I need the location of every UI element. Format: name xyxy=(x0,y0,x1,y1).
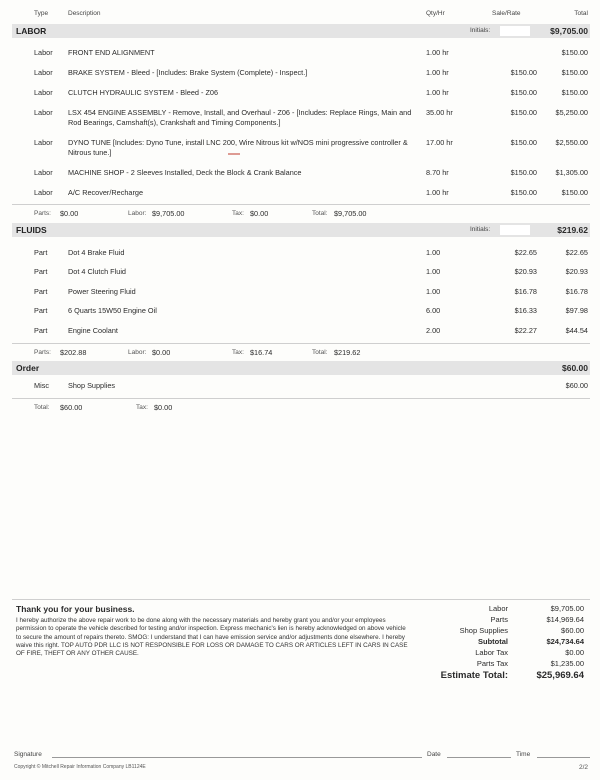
row-rate: $150.00 xyxy=(510,88,537,97)
order-title: Order xyxy=(16,363,40,373)
row-description: Engine Coolant xyxy=(68,326,118,335)
row-rate: $150.00 xyxy=(510,188,537,197)
row-type: Labor xyxy=(34,188,53,197)
totals-label: Estimate Total: xyxy=(440,670,508,681)
time-label: Time xyxy=(516,751,531,758)
row-qty: 1.00 xyxy=(426,267,441,276)
fluids-initials-label: Initials: xyxy=(470,226,491,233)
row-type: Part xyxy=(34,248,48,257)
row-description: LSX 454 ENGINE ASSEMBLY - Remove, Install, and Overhaul - Z06 - [Includes: Replace Rings, Main and Rod Bearings, Camshaft(s), Crankshaft and Timing Components.] xyxy=(68,108,412,127)
totals-row xyxy=(420,648,584,659)
totals-value: $24,734.64 xyxy=(546,637,584,646)
divider xyxy=(12,343,590,344)
row-rate: $16.78 xyxy=(514,287,537,296)
row-rate: $150.00 xyxy=(510,108,537,117)
header-type: Type xyxy=(34,10,49,17)
estimate-total: $25,969.64 xyxy=(536,670,584,681)
row-total: $2,550.00 xyxy=(555,138,588,147)
fluids-section-header xyxy=(12,223,590,237)
handwritten-mark xyxy=(227,152,241,156)
row-description: CLUTCH HYDRAULIC SYSTEM - Bleed - Z06 xyxy=(68,88,219,97)
totals-label: Parts xyxy=(490,615,508,624)
row-qty: 35.00 hr xyxy=(426,108,453,117)
summary-labor: $9,705.00 xyxy=(152,209,185,218)
row-qty: 17.00 hr xyxy=(426,138,453,147)
copyright: Copyright © Mitchell Repair Information Company LB1124E xyxy=(14,764,146,770)
totals-row xyxy=(420,615,584,626)
row-total: $150.00 xyxy=(561,188,588,197)
summary-total: $219.62 xyxy=(334,348,361,357)
row-description: BRAKE SYSTEM - Bleed - [Includes: Brake System (Complete) - Inspect.] xyxy=(68,68,308,77)
row-total: $60.00 xyxy=(565,381,588,390)
row-qty: 2.00 xyxy=(426,326,441,335)
divider xyxy=(12,204,590,205)
fluids-title: FLUIDS xyxy=(16,225,47,235)
row-type: Part xyxy=(34,287,48,296)
authorization-text: I hereby authorize the above repair work to be done along with the necessary materials and hereby grant you and/or your employees permission to operate the vehicle described for testing and/or inspection. Express mechanic's lien is hereby acknowledged on above vehicle to secure the amount of repairs thereto. SMOG: I understand that I can have emission service and/or adjustments done elsewhere. I hereby waive this right. TOP AUTO PDR LLC IS NOT RESPONSIBLE FOR LOSS OR DAMAGE TO CARS OR ARTICLES LEFT IN CARS IN CASE OF FIRE, THEFT OR ANY OTHER CAUSE. xyxy=(16,617,408,658)
row-description: Shop Supplies xyxy=(68,381,116,390)
row-rate: $150.00 xyxy=(510,138,537,147)
header-qty: Qty/Hr xyxy=(426,10,445,17)
time-line[interactable] xyxy=(537,757,590,758)
totals-value: $1,235.00 xyxy=(550,659,584,668)
date-label: Date xyxy=(427,751,441,758)
row-rate: $16.33 xyxy=(514,306,537,315)
totals-block xyxy=(420,604,584,684)
totals-row-subtotal xyxy=(420,637,584,648)
summary-labor: $0.00 xyxy=(152,348,171,357)
row-total: $5,250.00 xyxy=(555,108,588,117)
row-rate: $20.93 xyxy=(514,267,537,276)
order-section-total: $60.00 xyxy=(562,363,588,373)
labor-title: LABOR xyxy=(16,26,47,36)
header-description: Description xyxy=(68,10,101,17)
summary-tax-label: Tax: xyxy=(232,210,244,217)
row-type: Labor xyxy=(34,168,53,177)
row-qty: 8.70 hr xyxy=(426,168,449,177)
row-description: A/C Recover/Recharge xyxy=(68,188,144,197)
totals-label: Subtotal xyxy=(478,637,508,646)
row-total: $150.00 xyxy=(561,88,588,97)
signature-line[interactable] xyxy=(52,757,422,758)
row-description: 6 Quarts 15W50 Engine Oil xyxy=(68,306,157,315)
totals-label: Parts Tax xyxy=(476,659,508,668)
totals-label: Labor Tax xyxy=(475,648,508,657)
summary-total: $9,705.00 xyxy=(334,209,367,218)
thanks-title: Thank you for your business. xyxy=(16,604,135,614)
totals-row xyxy=(420,659,584,670)
summary-tax: $0.00 xyxy=(154,403,173,412)
row-type: Part xyxy=(34,326,48,335)
signature-label: Signature xyxy=(14,751,42,758)
row-description: Dot 4 Brake Fluid xyxy=(68,248,125,257)
row-rate: $150.00 xyxy=(510,168,537,177)
row-description: MACHINE SHOP - 2 Sleeves Installed, Deck the Block & Crank Balance xyxy=(68,168,302,177)
header-rate: Sale/Rate xyxy=(492,10,521,17)
summary-parts: $202.88 xyxy=(60,348,87,357)
totals-label: Shop Supplies xyxy=(459,626,508,635)
labor-section-header xyxy=(12,24,590,38)
row-qty: 1.00 xyxy=(426,287,441,296)
row-qty: 1.00 hr xyxy=(426,68,449,77)
row-total: $97.98 xyxy=(565,306,588,315)
date-line[interactable] xyxy=(447,757,511,758)
row-rate: $22.65 xyxy=(514,248,537,257)
row-qty: 1.00 xyxy=(426,248,441,257)
row-type: Part xyxy=(34,267,48,276)
totals-value: $0.00 xyxy=(565,648,584,657)
row-type: Labor xyxy=(34,88,53,97)
totals-value: $9,705.00 xyxy=(550,604,584,613)
row-description: FRONT END ALIGNMENT xyxy=(68,48,155,57)
row-total: $22.65 xyxy=(565,248,588,257)
summary-parts: $0.00 xyxy=(60,209,79,218)
divider xyxy=(12,599,590,600)
labor-initials-label: Initials: xyxy=(470,27,491,34)
row-rate: $22.27 xyxy=(514,326,537,335)
row-total: $20.93 xyxy=(565,267,588,276)
row-total: $1,305.00 xyxy=(555,168,588,177)
row-qty: 6.00 xyxy=(426,306,441,315)
summary-parts-label: Parts: xyxy=(34,210,51,217)
totals-value: $14,969.64 xyxy=(546,615,584,624)
row-qty: 1.00 hr xyxy=(426,188,449,197)
page-number: 2/2 xyxy=(578,764,588,771)
row-qty: 1.00 hr xyxy=(426,88,449,97)
summary-total-label: Total: xyxy=(312,349,328,356)
row-rate: $150.00 xyxy=(510,68,537,77)
summary-total-label: Total: xyxy=(34,404,50,411)
summary-labor-label: Labor: xyxy=(128,349,147,356)
row-type: Labor xyxy=(34,138,53,147)
fluids-section-total: $219.62 xyxy=(557,225,588,235)
row-description: Power Steering Fluid xyxy=(68,287,136,296)
totals-row xyxy=(420,604,584,615)
totals-value: $60.00 xyxy=(561,626,584,635)
totals-label: Labor xyxy=(488,604,508,613)
summary-tax-label: Tax: xyxy=(136,404,148,411)
row-type: Part xyxy=(34,306,48,315)
summary-parts-label: Parts: xyxy=(34,349,51,356)
totals-row xyxy=(420,626,584,637)
labor-initials-box[interactable] xyxy=(500,26,530,36)
summary-tax-label: Tax: xyxy=(232,349,244,356)
estimate-total-row xyxy=(420,670,584,684)
row-description: Dot 4 Clutch Fluid xyxy=(68,267,126,276)
fluids-initials-box[interactable] xyxy=(500,225,530,235)
row-type: Labor xyxy=(34,48,53,57)
row-type: Misc xyxy=(34,381,49,390)
row-total: $44.54 xyxy=(565,326,588,335)
row-total: $150.00 xyxy=(561,48,588,57)
row-qty: 1.00 hr xyxy=(426,48,449,57)
summary-tax: $0.00 xyxy=(250,209,269,218)
summary-labor-label: Labor: xyxy=(128,210,147,217)
divider xyxy=(12,398,590,399)
header-total: Total xyxy=(574,10,588,17)
row-total: $150.00 xyxy=(561,68,588,77)
row-type: Labor xyxy=(34,68,53,77)
row-total: $16.78 xyxy=(565,287,588,296)
row-description: DYNO TUNE [Includes: Dyno Tune, install LNC 200, Wire Nitrous kit w/NOS mini progressive controller & Nitrous tune.] xyxy=(68,138,408,157)
summary-total: $60.00 xyxy=(60,403,83,412)
row-type: Labor xyxy=(34,108,53,117)
order-section-header xyxy=(12,361,590,375)
summary-total-label: Total: xyxy=(312,210,328,217)
summary-tax: $16.74 xyxy=(250,348,273,357)
labor-section-total: $9,705.00 xyxy=(550,26,588,36)
